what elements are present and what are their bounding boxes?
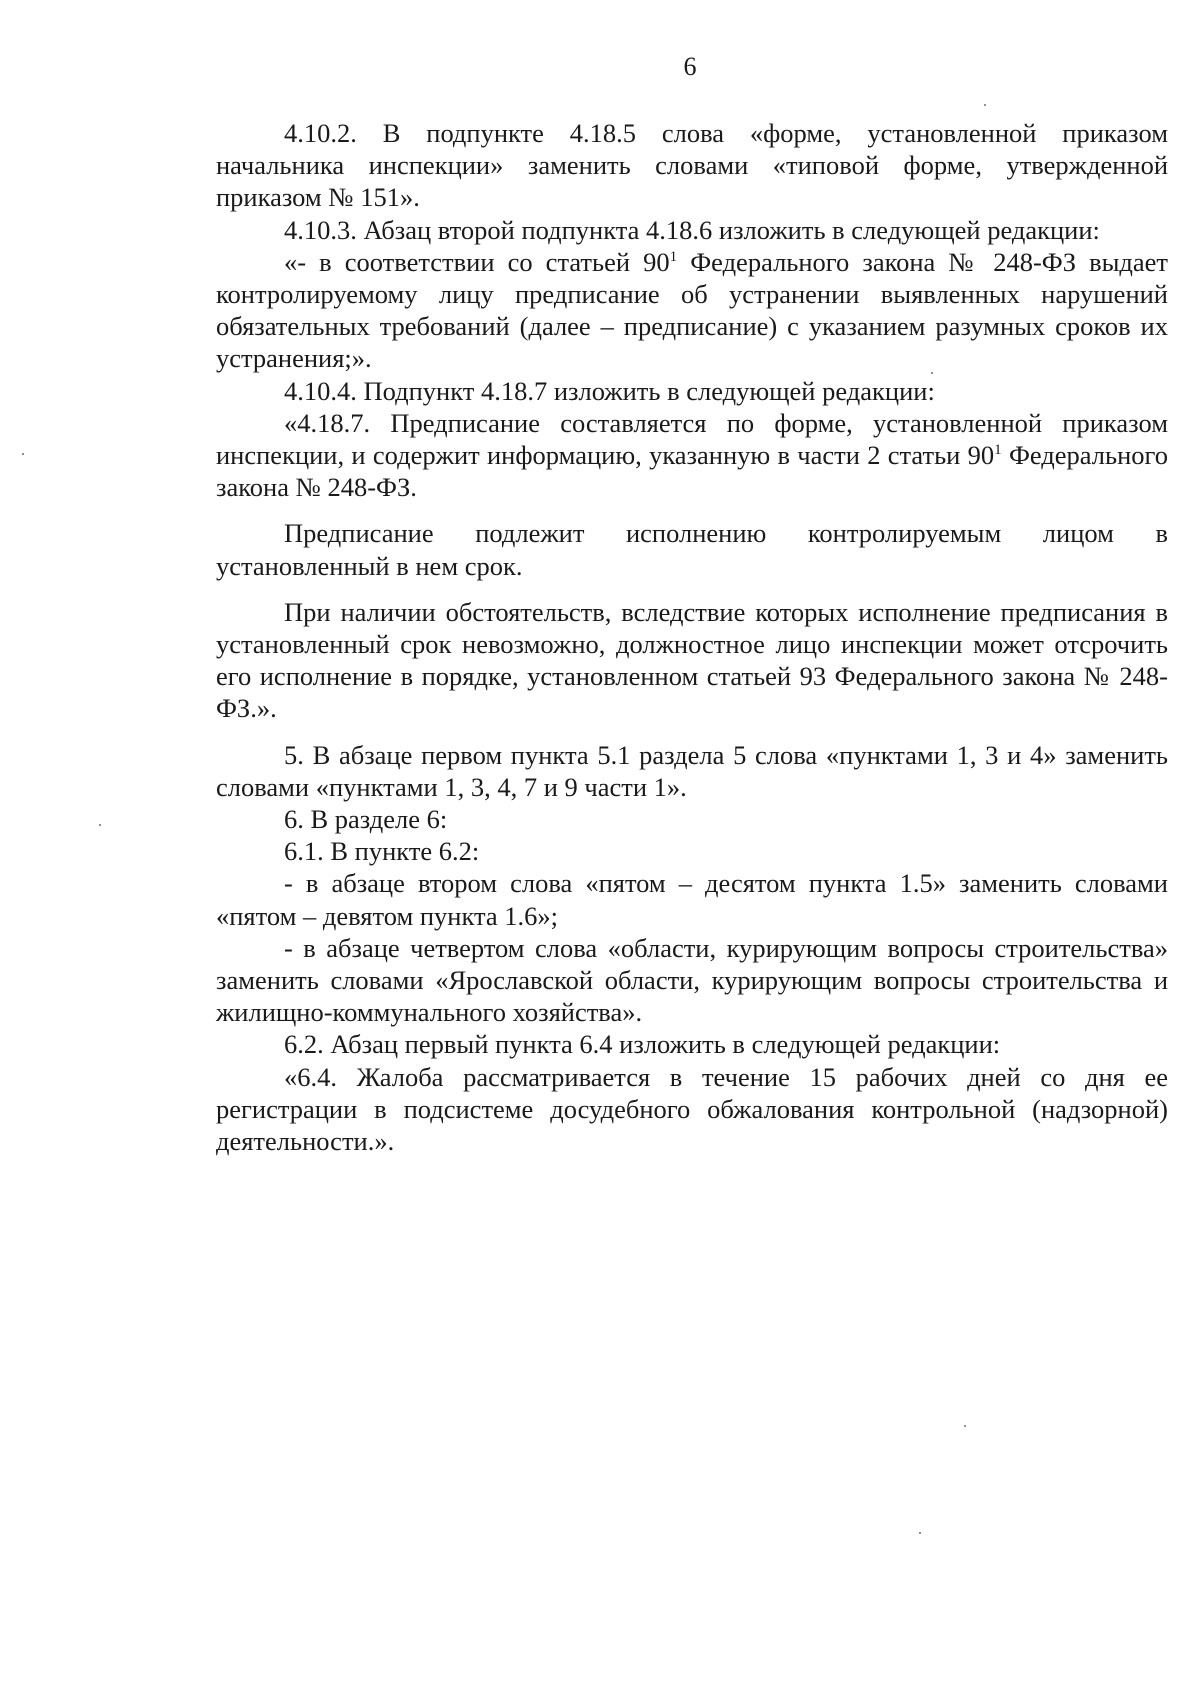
text-segment: 4.10.3. Абзац второй подпункта 4.18.6 изложить в следующей редакции: [284,214,1100,245]
paragraph-p-predpisanie-srok [216,517,1168,581]
text-segment: «6.4. Жалоба рассматривается в течение 15 рабочих дней со дня ее регистрации в подсистеме досудебного обжалования контрольной (надзорной) деятельности.». [216,1061,1168,1157]
paragraph-p-6-1-a [216,867,1168,931]
paragraph-p-4-10-4 [216,375,1168,407]
superscript: 1 [669,248,678,265]
text-segment: 6. В разделе 6: [284,804,448,835]
scan-speck [99,824,101,826]
document-body [216,117,1168,1157]
paragraph-p-4-18-7-quote [216,407,1168,504]
text-segment: Федерального закона № 248-ФЗ. [216,440,1168,503]
text-segment: При наличии обстоятельств, вследствие которых исполнение предписания в установленный срок невозможно, должностное лицо инспекции может отсрочить его исполнение в порядке, установленном статьей 93 Федерального закона № 248-ФЗ.». [216,596,1168,724]
text-segment: Предписание подлежит исполнению контролируемым лицом в установленный в нем срок. [216,518,1168,581]
scan-speck [984,104,986,106]
scan-speck [919,1532,921,1534]
scan-speck [22,453,24,455]
scan-speck [931,372,933,374]
text-segment: «4.18.7. Предписание составляется по форме, установленной приказом инспекции, и содержит информацию, указанную в части 2 статьи 90 [216,407,1168,471]
paragraph-p-5 [216,739,1168,803]
paragraph-p-4-18-6-quote [216,246,1168,375]
text-segment: 5. В абзаце первом пункта 5.1 раздела 5 слова «пунктами 1, 3 и 4» заменить словами «пунктами 1, 3, 4, 7 и 9 части 1». [216,739,1168,802]
paragraph-p-6-1-b [216,932,1168,1029]
text-segment: Федерального закона № 248-ФЗ выдает контролируемому лицу предписание об устранении выявленных нарушений обязательных требований (далее – предписание) с указанием разумных сроков их устранения;». [216,246,1169,374]
text-segment: 4.10.4. Подпункт 4.18.7 изложить в следующей редакции: [284,375,935,406]
paragraph-p-otsrochka [216,596,1168,725]
text-segment: - в абзаце втором слова «пятом – десятом пункта 1.5» заменить словами «пятом – девятом пункта 1.6»; [216,868,1168,931]
text-segment: 4.10.2. В подпункте 4.18.5 слова «форме, установленной приказом начальника инспекции» заменить словами «типовой форме, утвержденной приказом № 151». [216,118,1168,213]
text-segment: 6.1. В пункте 6.2: [284,836,480,867]
scan-speck [964,1425,966,1427]
text-segment: «- в соответствии со статьей 90 [284,246,670,277]
paragraph-p-4-10-2 [216,117,1168,214]
paragraph-p-6 [216,803,1168,835]
text-segment: - в абзаце четвертом слова «области, курирующим вопросы строительства» заменить словами «Ярославской области, курирующим вопросы строительства и жилищно-коммунального хозяйства». [216,932,1168,1028]
paragraph-p-6-4-quote [216,1061,1168,1158]
superscript: 1 [994,442,1002,459]
page-number: 6 [683,52,697,81]
paragraph-p-6-2 [216,1028,1168,1060]
text-segment: 6.2. Абзац первый пункта 6.4 изложить в следующей редакции: [284,1029,1001,1060]
paragraph-p-4-10-3 [216,214,1168,246]
paragraph-p-6-1 [216,835,1168,867]
